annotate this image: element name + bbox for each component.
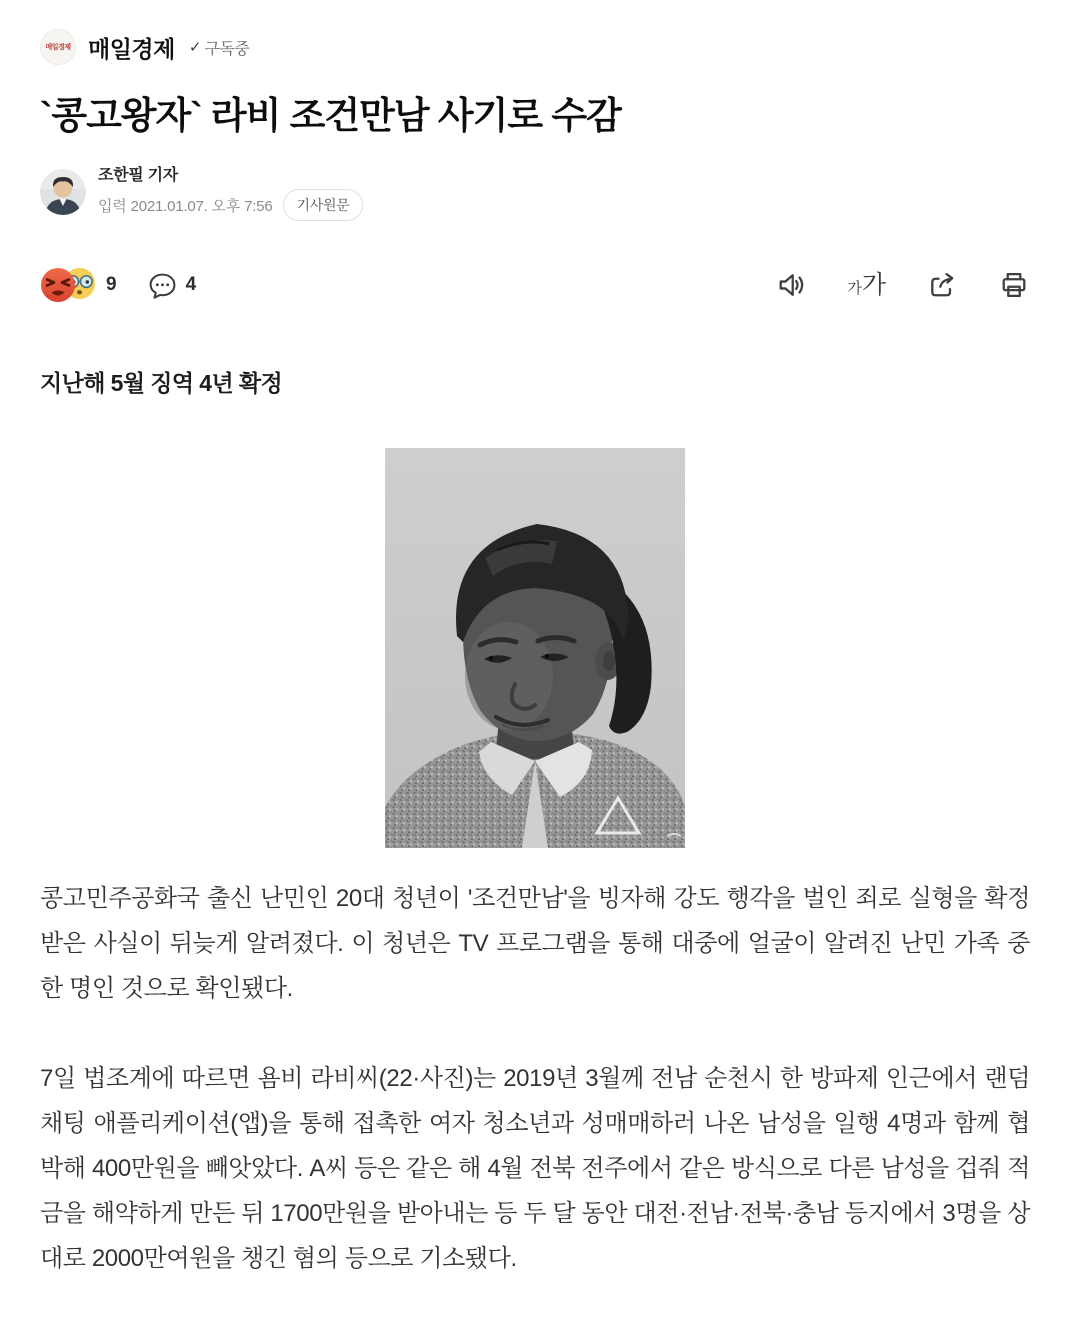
article-title: `콩고왕자` 라비 조건만남 사기로 수감 — [40, 95, 621, 136]
angry-emoji-icon — [40, 267, 76, 303]
comment-button[interactable] — [147, 270, 197, 301]
share-icon — [926, 269, 958, 301]
reporter-name[interactable]: 조한필 기자 — [98, 167, 178, 185]
speaker-icon — [775, 269, 807, 301]
subscribe-button[interactable] — [189, 36, 249, 59]
article-subheading: 지난해 5월 징역 4년 확정 — [40, 370, 283, 397]
reaction-button[interactable] — [40, 267, 117, 303]
reaction-emoji-stack — [40, 267, 98, 303]
action-row — [40, 267, 1030, 303]
press-name[interactable]: 매일경제 — [88, 35, 175, 62]
reaction-count: 9 — [106, 274, 117, 296]
printer-icon — [998, 269, 1030, 301]
comment-count: 4 — [185, 274, 197, 296]
article-toolbar — [775, 269, 1030, 301]
font-size-large-label: 가 — [861, 270, 886, 299]
article-figure — [40, 448, 1030, 848]
original-article-button[interactable]: 기사원문 — [283, 189, 364, 221]
reporter-avatar-image — [40, 169, 86, 215]
press-logo-text: 매일경제 — [45, 44, 71, 51]
comment-bubble-icon — [147, 270, 178, 301]
reporter-meta — [98, 162, 363, 221]
reporter-block — [40, 162, 1030, 221]
press-header — [40, 28, 1030, 66]
print-button[interactable] — [998, 269, 1030, 301]
body-paragraph-1: 콩고민주공화국 출신 난민인 20대 청년이 '조건만남'을 빙자해 강도 행각을 벌인 죄로 실형을 확정받은 사실이 뒤늦게 알려졌다. 이 청년은 TV 프로그램을 통해 대중에 얼굴이 알려진 난민 가족 중 한 명인 것으로 확인됐다. — [40, 885, 1030, 1003]
reporter-avatar[interactable] — [40, 169, 86, 215]
check-icon: ✓ — [188, 39, 202, 56]
body-paragraph-2: 7일 법조계에 따르면 욤비 라비씨(22·사진)는 2019년 3월께 전남 순천시 한 방파제 인근에서 랜덤 채팅 애플리케이션(앱)을 통해 접촉한 여자 청소년과 성매매하러 나온 남성을 일행 4명과 함께 협박해 400만원을 빼앗았다. A씨 등은 같은 해 4월 전북 전주에서 같은 방식으로 다른 남성을 겁줘 적금을 해약하게 만든 뒤 1700만원을 받아내는 등 두 달 동안 대전·전남·전북·충남 등지에서 3명을 상대로 2000만여원을 챙긴 혐의 등으로 기소됐다. — [40, 1065, 1030, 1273]
reaction-actions — [40, 267, 196, 303]
subscribe-label: 구독중 — [204, 40, 250, 58]
publish-line — [98, 189, 363, 221]
tts-button[interactable] — [775, 269, 807, 301]
share-button[interactable] — [926, 269, 958, 301]
press-logo[interactable] — [40, 29, 76, 65]
font-size-button[interactable] — [847, 270, 886, 299]
publish-date: 입력 2021.01.07. 오후 7:56 — [98, 197, 273, 215]
font-size-small-label: 가 — [847, 280, 862, 298]
article-photo — [385, 448, 685, 848]
